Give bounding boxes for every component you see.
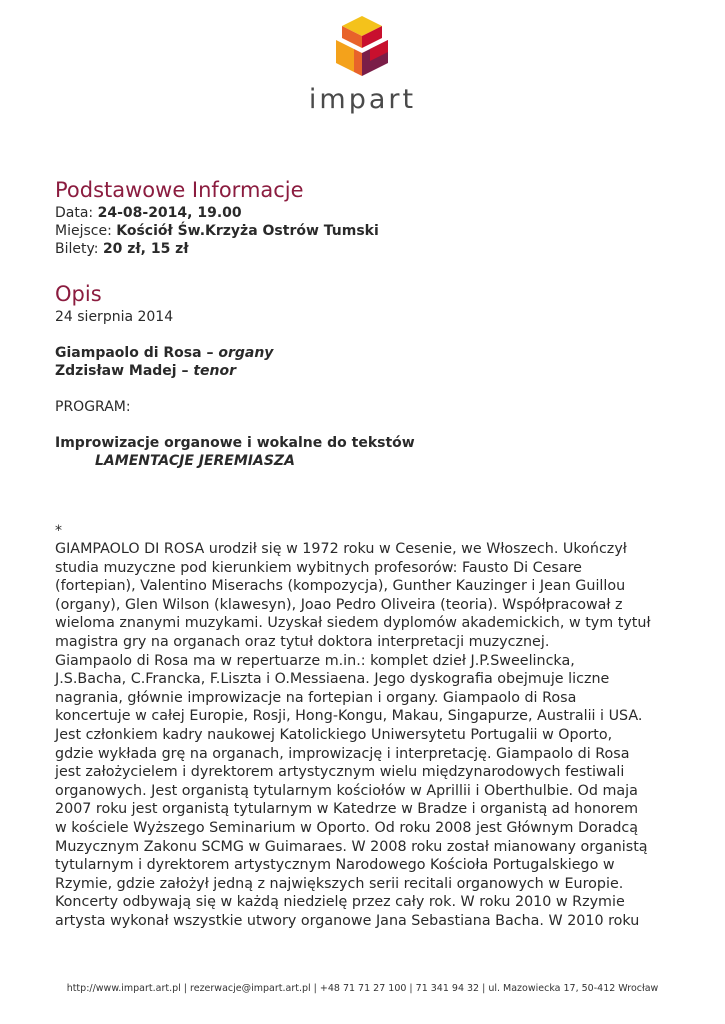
document-content (55, 176, 675, 930)
place-label: Miejsce: (55, 223, 112, 239)
program-title-text: Improwizacje organowe i wokalne do tekstów (55, 435, 415, 451)
tickets-value: 20 zł, 15 zł (102, 241, 189, 257)
bio-line: 2007 roku jest organistą tytularnym w Katedrze w Bradze i organistą ad honorem (55, 801, 639, 818)
bio-line: Muzycznym Zakonu SCMG w Guimaraes. W 2008 roku został mianowany organistą (55, 838, 648, 855)
bio-line: w kościele Wyższego Seminarium w Oporto. Od roku 2008 jest Głównym Doradcą (55, 819, 639, 836)
footer-contact: http://www.impart.art.pl | rezerwacje@impart.art.pl | +48 71 71 27 100 | 71 341 94 32 | ul. Mazowiecka 17, 50-412 Wrocław (66, 983, 659, 994)
bio-line: studia muzyczne pod kierunkiem wybitnych profesorów: Fausto Di Cesare (55, 559, 582, 576)
date-value: 24-08-2014, 19.00 (97, 205, 242, 221)
bio-line: (fortepian), Valentino Miserachs (kompozycja), Gunther Kauzinger i Jean Guillou (55, 578, 626, 595)
bio-line: J.S.Bacha, C.Francka, F.Liszta i O.Messiaena. Jego dyskografia obejmuje liczne (55, 671, 610, 688)
bio-line: magistra gry na organach oraz tytuł doktora interpretacji muzycznej. (55, 633, 550, 650)
performer-1-role: organy (218, 345, 274, 361)
bio-line: koncertuje w całej Europie, Rosji, Hong-Kongu, Makau, Singapurze, Australii i USA. (55, 708, 643, 725)
bio-line: Rzymie, gdzie założył jedną z największych serii recitali organowych w Europie. (55, 875, 624, 892)
performers (55, 344, 675, 380)
performer-1-name: Giampaolo di Rosa – (55, 345, 219, 361)
biography (55, 540, 675, 930)
bio-line: jest założycielem i dyrektorem artystycznym wielu międzynarodowych festiwali (55, 764, 625, 781)
date-label: Data: (55, 205, 94, 221)
bio-line: Giampaolo di Rosa ma w repertuarze m.in.: komplet dzieł J.P.Sweelincka, (55, 652, 575, 669)
performer-2-name: Zdzisław Madej – (55, 363, 194, 379)
event-date: 24 sierpnia 2014 (55, 309, 174, 325)
performer-2-role: tenor (193, 363, 237, 379)
place-row (55, 222, 675, 240)
program-title (55, 434, 675, 470)
bio-line: (organy), Glen Wilson (klawesyn), Joao Pedro Oliveira (teoria). Współpracował z (55, 596, 623, 613)
opis-heading: Opis (55, 282, 102, 306)
bio-line: wieloma znanymi muzykami. Uzyskał siedem dyplomów akademickich, w tym tytuł (55, 615, 651, 632)
program-subtitle: LAMENTACJE JEREMIASZA (95, 453, 295, 469)
bio-line: gdzie wykłada grę na organach, improwizację i interpretację. Giampaolo di Rosa (55, 745, 630, 762)
impart-logo-icon (330, 14, 394, 78)
separator-star: * (55, 523, 62, 539)
tickets-row (55, 240, 675, 258)
performer-2 (55, 362, 675, 380)
bio-line: organowych. Jest organistą tytularnym kościołów w Aprillii i Oberthulbie. Od maja (55, 782, 638, 799)
bio-line: nagrania, głównie improwizacje na fortepian i organy. Giampaolo di Rosa (55, 689, 577, 706)
tickets-label: Bilety: (55, 241, 99, 257)
program-label: PROGRAM: (55, 399, 131, 415)
performer-1 (55, 344, 675, 362)
impart-wordmark: impart (308, 84, 417, 115)
date-row (55, 204, 675, 222)
bio-line: Jest członkiem kadry naukowej Katolickiego Uniwersytetu Portugalii w Oporto, (55, 726, 613, 743)
basic-info-heading: Podstawowe Informacje (55, 178, 304, 202)
bio-line: artysta wykonał wszystkie utwory organowe Jana Sebastiana Bacha. W 2010 roku (55, 912, 640, 929)
bio-line: GIAMPAOLO DI ROSA urodził się w 1972 roku w Cesenie, we Włoszech. Ukończył (55, 541, 627, 557)
bio-line: Koncerty odbywają się w każdą niedzielę przez cały rok. W roku 2010 w Rzymie (55, 894, 625, 911)
place-value: Kościół Św.Krzyża Ostrów Tumski (116, 223, 379, 239)
bio-line: tytularnym i dyrektorem artystycznym Narodowego Kościoła Portugalskiego w (55, 857, 615, 874)
